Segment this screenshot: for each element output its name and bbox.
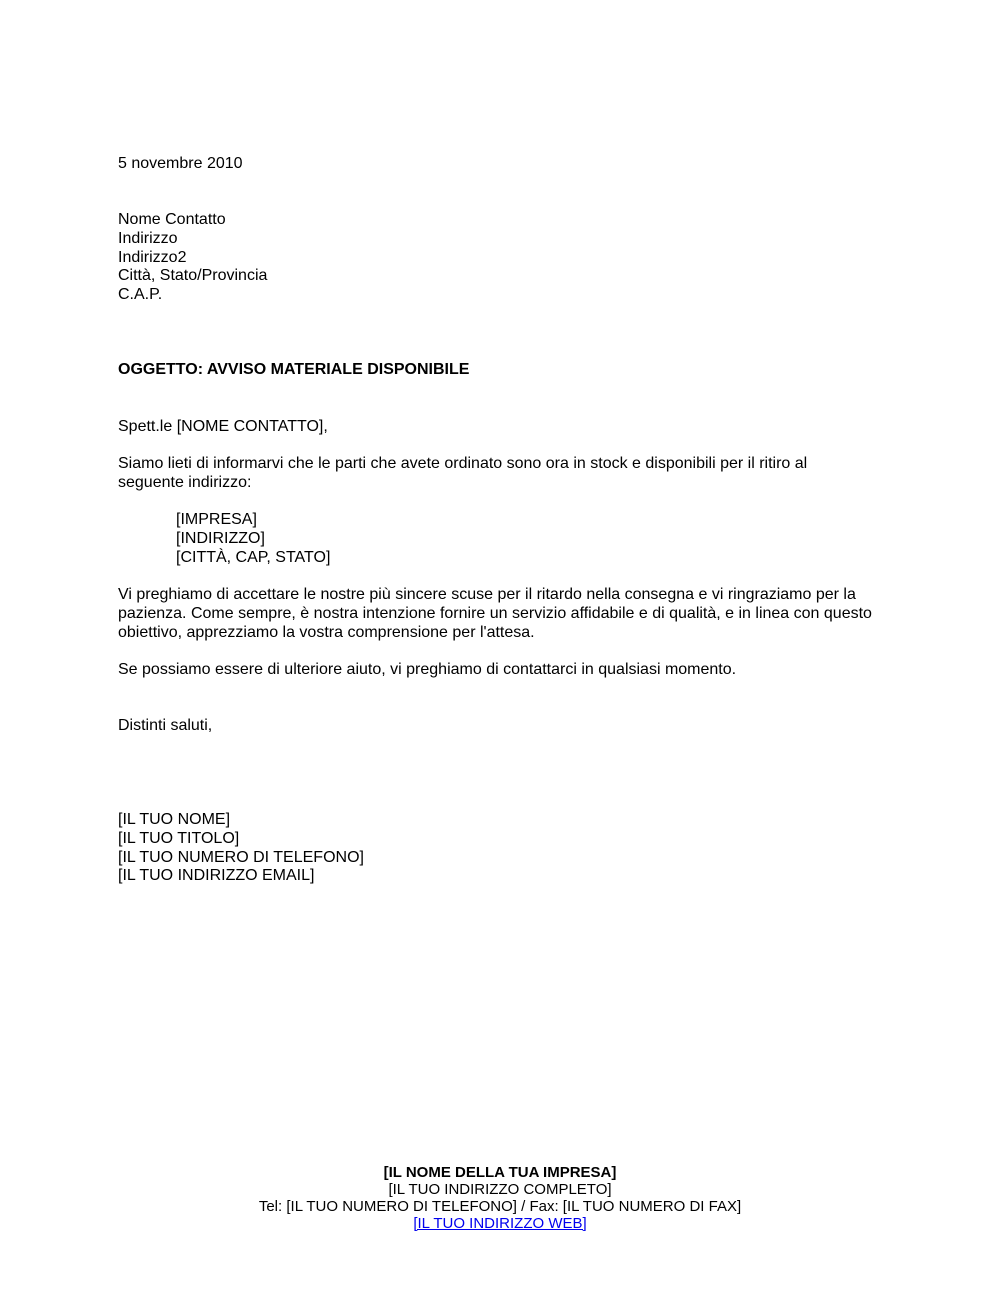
recipient-address-line-2: Indirizzo2: [118, 248, 187, 266]
letter-subject: OGGETTO: AVVISO MATERIALE DISPONIBILE: [118, 361, 470, 378]
closing: Distinti saluti,: [118, 717, 213, 734]
signature-phone: [IL TUO NUMERO DI TELEFONO]: [118, 848, 364, 866]
salutation: Spett.le [NOME CONTATTO],: [118, 418, 328, 435]
recipient-address-line: Indirizzo: [118, 229, 178, 247]
pickup-address: [176, 511, 330, 567]
recipient-city: Città, Stato/Provincia: [118, 267, 268, 285]
paragraph-3: Se possiamo essere di ulteriore aiuto, vi preghiamo di contattarci in qualsiasi momento.: [118, 661, 737, 678]
signature-title: [IL TUO TITOLO]: [118, 829, 240, 847]
paragraph-2: Vi preghiamo di accettare le nostre più sincere scuse per il ritardo nella consegna e vi ringraziamo per la pazienza. Come sempre, è nostra intenzione fornire un servizio affidabile e di qualità, e in linea con questo obiettivo, apprezziamo la vostra comprensione per l'attesa.: [118, 586, 872, 641]
pickup-city: [CITTÀ, CAP, STATO]: [176, 548, 331, 566]
signature-block: [118, 811, 364, 886]
signature-name: [IL TUO NOME]: [118, 811, 231, 828]
footer-company: [IL NOME DELLA TUA IMPRESA]: [383, 1164, 617, 1181]
footer-address: [IL TUO INDIRIZZO COMPLETO]: [388, 1181, 612, 1198]
letter-date: 5 novembre 2010: [118, 155, 243, 172]
recipient-name: Nome Contatto: [118, 211, 226, 228]
recipient-postcode: C.A.P.: [118, 286, 163, 303]
pickup-street: [INDIRIZZO]: [176, 529, 265, 547]
footer-contact: Tel: [IL TUO NUMERO DI TELEFONO] / Fax: [IL TUO NUMERO DI FAX]: [258, 1198, 742, 1215]
pickup-company: [IMPRESA]: [176, 511, 257, 528]
letter-footer: [0, 1164, 1000, 1232]
signature-email: [IL TUO INDIRIZZO EMAIL]: [118, 867, 315, 885]
paragraph-1: Siamo lieti di informarvi che le parti che avete ordinato sono ora in stock e disponibili per il ritiro al seguente indirizzo:: [118, 455, 808, 491]
recipient-address: [118, 211, 267, 305]
footer-web-link[interactable]: [IL TUO INDIRIZZO WEB]: [413, 1215, 587, 1232]
